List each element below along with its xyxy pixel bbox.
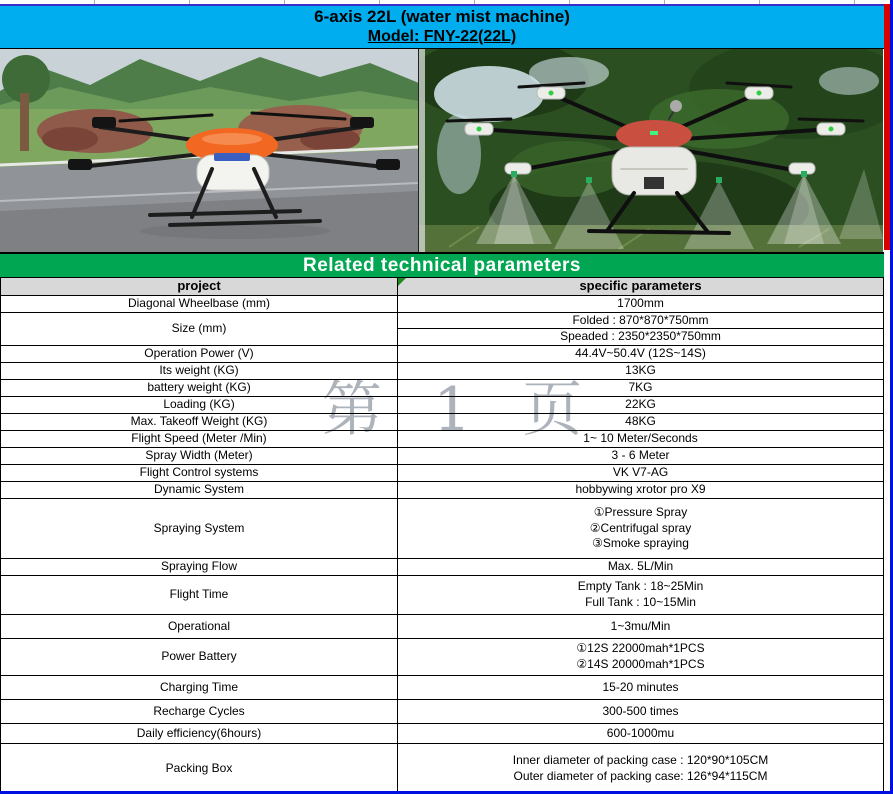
section-banner xyxy=(0,252,884,277)
value-cell xyxy=(398,639,884,676)
value-line: Empty Tank : 18~25Min xyxy=(577,579,704,594)
table-row xyxy=(1,615,884,639)
value-line: 1~ 10 Meter/Seconds xyxy=(583,431,698,446)
table-row xyxy=(1,482,884,499)
project-cell: Spraying System xyxy=(1,499,398,559)
value-cell xyxy=(398,397,884,414)
project-cell: Flight Control systems xyxy=(1,465,398,482)
specific-parameters-column-header: specific parameters xyxy=(398,278,884,296)
drone-spraying-illustration xyxy=(419,49,883,252)
project-cell: Size (mm) xyxy=(1,312,398,345)
table-row xyxy=(1,465,884,482)
table-row xyxy=(1,676,884,700)
value-line: ①Pressure Spray xyxy=(593,505,688,520)
table-row xyxy=(1,700,884,724)
project-cell: Recharge Cycles xyxy=(1,700,398,724)
value-line: Max. 5L/Min xyxy=(607,559,674,574)
project-column-header: project xyxy=(1,278,398,296)
table-row xyxy=(1,724,884,744)
table-row xyxy=(1,346,884,363)
project-cell: Flight Speed (Meter /Min) xyxy=(1,431,398,448)
value-cell xyxy=(398,676,884,700)
table-row xyxy=(1,576,884,615)
value-cell xyxy=(398,346,884,363)
table-row xyxy=(1,639,884,676)
value-cell xyxy=(398,499,884,559)
value-cell xyxy=(398,414,884,431)
photo-drone-spraying xyxy=(419,49,883,252)
table-header-row xyxy=(1,278,884,296)
project-cell: Flight Time xyxy=(1,576,398,615)
value-cell xyxy=(398,576,884,615)
value-cell xyxy=(398,363,884,380)
value-line: ②Centrifugal spray xyxy=(589,520,692,535)
project-cell: Spray Width (Meter) xyxy=(1,448,398,465)
value-cell xyxy=(398,559,884,576)
cell-note-flag-icon xyxy=(398,278,406,286)
title-band xyxy=(0,6,884,49)
value-line: 15-20 minutes xyxy=(602,679,679,694)
section-banner-label: Related technical parameters xyxy=(302,254,581,276)
page-title: 6-axis 22L (water mist machine) xyxy=(314,7,570,27)
project-cell: Packing Box xyxy=(1,744,398,794)
value-line: hobbywing xrotor pro X9 xyxy=(575,482,706,497)
value-line: 13KG xyxy=(625,363,656,378)
value-line: VK V7-AG xyxy=(612,465,669,480)
project-cell: Operational xyxy=(1,615,398,639)
value-cell xyxy=(398,465,884,482)
value-line: Full Tank : 10~15Min xyxy=(585,595,696,610)
value-cell: Speaded : 2350*2350*750mm xyxy=(398,329,884,346)
value-line: 1700mm xyxy=(617,296,664,311)
project-cell: battery weight (KG) xyxy=(1,380,398,397)
right-red-stripe xyxy=(884,4,890,250)
value-line: 44.4V~50.4V (12S~14S) xyxy=(575,346,706,361)
photo-drone-on-road xyxy=(0,49,419,252)
value-line: 600-1000mu xyxy=(606,725,675,740)
project-cell: Its weight (KG) xyxy=(1,363,398,380)
project-cell: Charging Time xyxy=(1,676,398,700)
project-cell: Max. Takeoff Weight (KG) xyxy=(1,414,398,431)
table-row xyxy=(1,363,884,380)
project-cell: Power Battery xyxy=(1,639,398,676)
parameters-table xyxy=(0,277,884,794)
value-line: Outer diameter of packing case: 126*94*115CM xyxy=(513,768,768,783)
value-cell xyxy=(398,744,884,794)
value-cell xyxy=(398,482,884,499)
value-line: 22KG xyxy=(625,397,656,412)
table-row xyxy=(1,744,884,794)
page-watermark: 第 1 页 xyxy=(322,375,599,445)
value-cell xyxy=(398,380,884,397)
table-row xyxy=(1,499,884,559)
project-cell: Diagonal Wheelbase (mm) xyxy=(1,295,398,312)
value-cell xyxy=(398,700,884,724)
project-cell: Loading (KG) xyxy=(1,397,398,414)
value-line: 48KG xyxy=(625,414,656,429)
value-line: Inner diameter of packing case : 120*90*105CM xyxy=(512,752,769,767)
table-row xyxy=(1,312,884,329)
model-subtitle: Model: FNY-22(22L) xyxy=(367,28,517,46)
table-row xyxy=(1,448,884,465)
project-cell: Operation Power (V) xyxy=(1,346,398,363)
value-cell: Folded : 870*870*750mm xyxy=(398,312,884,329)
value-cell xyxy=(398,615,884,639)
value-cell xyxy=(398,724,884,744)
value-cell xyxy=(398,295,884,312)
value-line: ①12S 22000mah*1PCS xyxy=(576,641,705,656)
value-line: 1~3mu/Min xyxy=(610,618,671,633)
value-line: 3 - 6 Meter xyxy=(611,448,670,463)
value-line: 300-500 times xyxy=(602,703,679,718)
table-row xyxy=(1,380,884,397)
project-cell: Daily efficiency(6hours) xyxy=(1,724,398,744)
parameters-table-wrap xyxy=(0,277,884,794)
value-cell xyxy=(398,431,884,448)
product-photos xyxy=(0,49,884,252)
value-line: ②14S 20000mah*1PCS xyxy=(576,657,705,672)
table-row xyxy=(1,397,884,414)
value-cell xyxy=(398,448,884,465)
table-row xyxy=(1,559,884,576)
project-cell: Dynamic System xyxy=(1,482,398,499)
value-line: ③Smoke spraying xyxy=(592,536,689,551)
table-row xyxy=(1,414,884,431)
drone-ground-illustration xyxy=(0,49,419,252)
table-row xyxy=(1,431,884,448)
table-row xyxy=(1,295,884,312)
value-line: 7KG xyxy=(628,380,653,395)
project-cell: Spraying Flow xyxy=(1,559,398,576)
